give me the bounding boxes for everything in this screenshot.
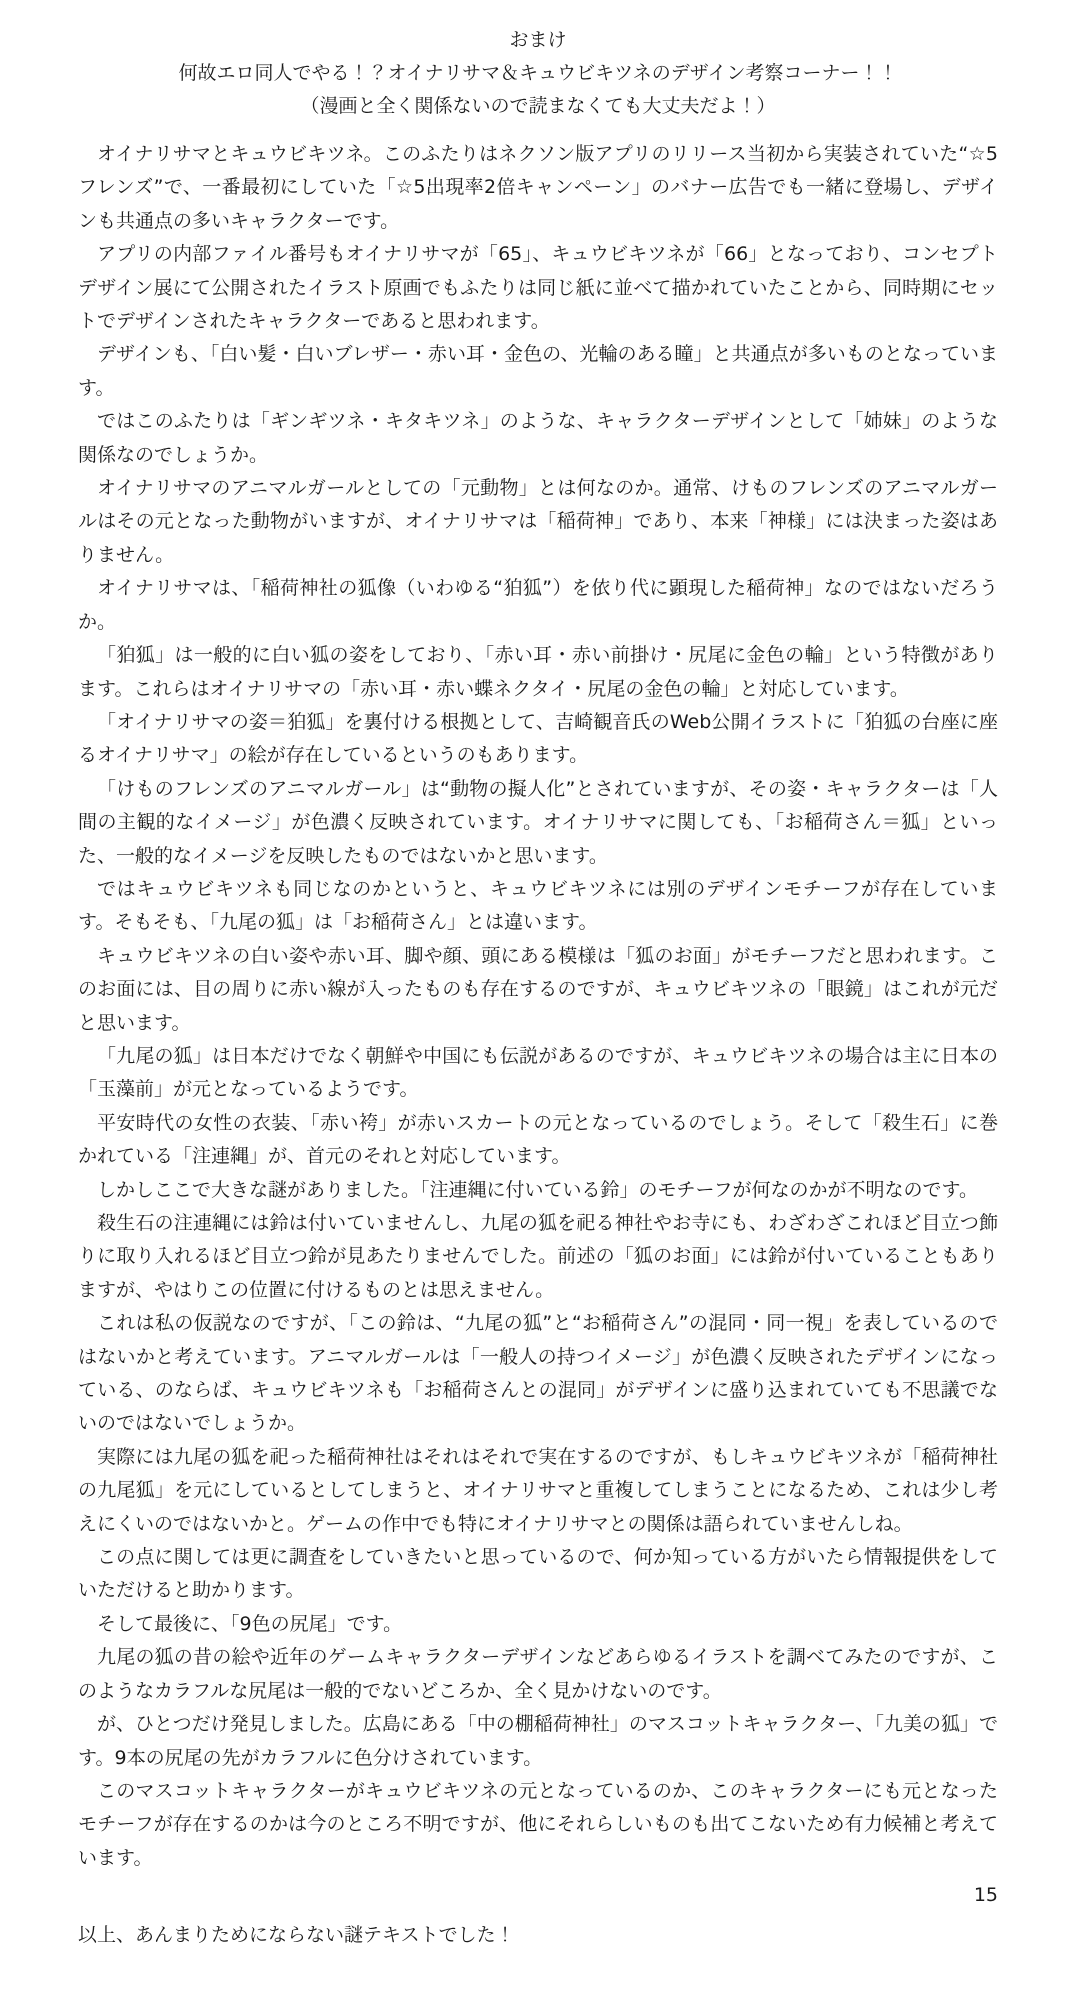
paragraph: オイナリサマとキュウビキツネ。このふたりはネクソン版アプリのリリース当初から実装されていた“☆5フレンズ”で、一番最初にしていた「☆5出現率2倍キャンペーン」のバナー広告でも一緒に登場し、デザインも共通点の多いキャラクターです。 <box>78 143 998 232</box>
paragraph: アプリの内部ファイル番号もオイナリサマが「65」、キュウビキツネが「66」となっており、コンセプトデザイン展にて公開されたイラスト原画でもふたりは同じ紙に並べて描かれていたことから、同時期にセットでデザインされたキャラクターであると思われます。 <box>78 243 998 333</box>
closing-line: 以上、あんまりためにならない謎テキストでした！ <box>78 1924 515 1947</box>
subtitle-note: （漫画と全く関係ないので読まなくても大丈夫だよ！） <box>300 95 776 117</box>
paragraph: そして最後に、「9色の尻尾」です。 <box>97 1612 403 1635</box>
paragraph: 実際には九尾の狐を祀った稲荷神社はそれはそれで実在するのですが、もしキュウビキツネが「稲荷神社の九尾狐」を元にしているとしてしまうと、オイナリサマと重複してしまうことになるため、これは少し考えにくいのではないかと。ゲームの作中でも特にオイナリサマとの関係は語られていませんしね。 <box>78 1445 998 1535</box>
paragraph: デザインも、「白い髪・白いブレザー・赤い耳・金色の、光輪のある瞳」と共通点が多いものとなっています。 <box>78 343 998 399</box>
bonus-heading: おまけ <box>509 29 567 51</box>
paragraph: ではこのふたりは「ギンギツネ・キタキツネ」のような、キャラクターデザインとして「姉妹」のような関係なのでしょうか。 <box>78 410 998 466</box>
paragraph: 「九尾の狐」は日本だけでなく朝鮮や中国にも伝説があるのですが、キュウビキツネの場合は主に日本の「玉藻前」が元となっているようです。 <box>78 1044 998 1101</box>
paragraph: このマスコットキャラクターがキュウビキツネの元となっているのか、このキャラクターにも元となったモチーフが存在するのかは今のところ不明ですが、他にそれらしいものも出てこないため有力候補と考えています。 <box>78 1779 998 1869</box>
paragraph: しかしここで大きな謎がありました。「注連縄に付いている鈴」のモチーフが何なのかが不明なのです。 <box>97 1178 979 1201</box>
body-text <box>78 138 998 1875</box>
paragraph: 「オイナリサマの姿＝狛狐」を裏付ける根拠として、吉崎観音氏のWeb公開イラストに「狛狐の台座に座るオイナリサマ」の絵が存在しているというのもあります。 <box>78 710 998 767</box>
page-number: 15 <box>973 1884 998 1907</box>
paragraph: 平安時代の女性の衣装、「赤い袴」が赤いスカートの元となっているのでしょう。そして「殺生石」に巻かれている「注連縄」が、首元のそれと対応しています。 <box>78 1111 998 1168</box>
paragraph: これは私の仮説なのですが、「この鈴は、“九尾の狐”と“お稲荷さん”の混同・同一視」を表しているのではないかと考えています。アニマルガールは「一般人の持つイメージ」が色濃く反映されたデザインになっている、のならば、キュウビキツネも「お稲荷さんとの混同」がデザインに盛り込まれていても不思議でないのではないでしょうか。 <box>78 1312 998 1435</box>
paragraph: オイナリサマのアニマルガールとしての「元動物」とは何なのか。通常、けものフレンズのアニマルガールはその元となった動物がいますが、オイナリサマは「稲荷神」であり、本来「神様」には決まった姿はありません。 <box>78 477 998 566</box>
paragraph: オイナリサマは、「稲荷神社の狐像（いわゆる“狛狐”）を依り代に顕現した稲荷神」なのではないだろうか。 <box>78 577 998 633</box>
paragraph: ではキュウビキツネも同じなのかというと、キュウビキツネには別のデザインモチーフが存在しています。そもそも、「九尾の狐」は「お稲荷さん」とは違います。 <box>78 877 998 934</box>
paragraph: 殺生石の注連縄には鈴は付いていませんし、九尾の狐を祀る神社やお寺にも、わざわざこれほど目立つ飾りに取り入れるほど目立つ鈴が見あたりませんでした。前述の「狐のお面」には鈴が付いていることもありますが、やはりこの位置に付けるものとは思えません。 <box>78 1212 998 1301</box>
paragraph: が、ひとつだけ発見しました。広島にある「中の棚稲荷神社」のマスコットキャラクター、「九美の狐」です。9本の尻尾の先がカラフルに色分けされています。 <box>78 1713 998 1769</box>
paragraph: 九尾の狐の昔の絵や近年のゲームキャラクターデザインなどあらゆるイラストを調べてみたのですが、このようなカラフルな尻尾は一般的でないどころか、全く見かけないのです。 <box>78 1646 998 1702</box>
paragraph: この点に関しては更に調査をしていきたいと思っているので、何か知っている方がいたら情報提供をしていただけると助かります。 <box>78 1546 998 1602</box>
paragraph: 「狛狐」は一般的に白い狐の姿をしており、「赤い耳・赤い前掛け・尻尾に金色の輪」という特徴があります。これらはオイナリサマの「赤い耳・赤い蝶ネクタイ・尻尾の金色の輪」と対応しています。 <box>78 644 998 700</box>
corner-title: 何故エロ同人でやる！？オイナリサマ＆キュウビキツネのデザイン考察コーナー！！ <box>178 62 898 84</box>
paragraph: 「けものフレンズのアニマルガール」は“動物の擬人化”とされていますが、その姿・キャラクターは「人間の主観的なイメージ」が色濃く反映されています。オイナリサマに関しても、「お稲荷さん＝狐」といった、一般的なイメージを反映したものではないかと思います。 <box>78 777 998 867</box>
paragraph: キュウビキツネの白い姿や赤い耳、脚や顔、頭にある模様は「狐のお面」がモチーフだと思われます。このお面には、目の周りに赤い線が入ったものも存在するのですが、キュウビキツネの「眼鏡」はこれが元だと思います。 <box>78 944 998 1034</box>
doc-header <box>78 24 998 123</box>
